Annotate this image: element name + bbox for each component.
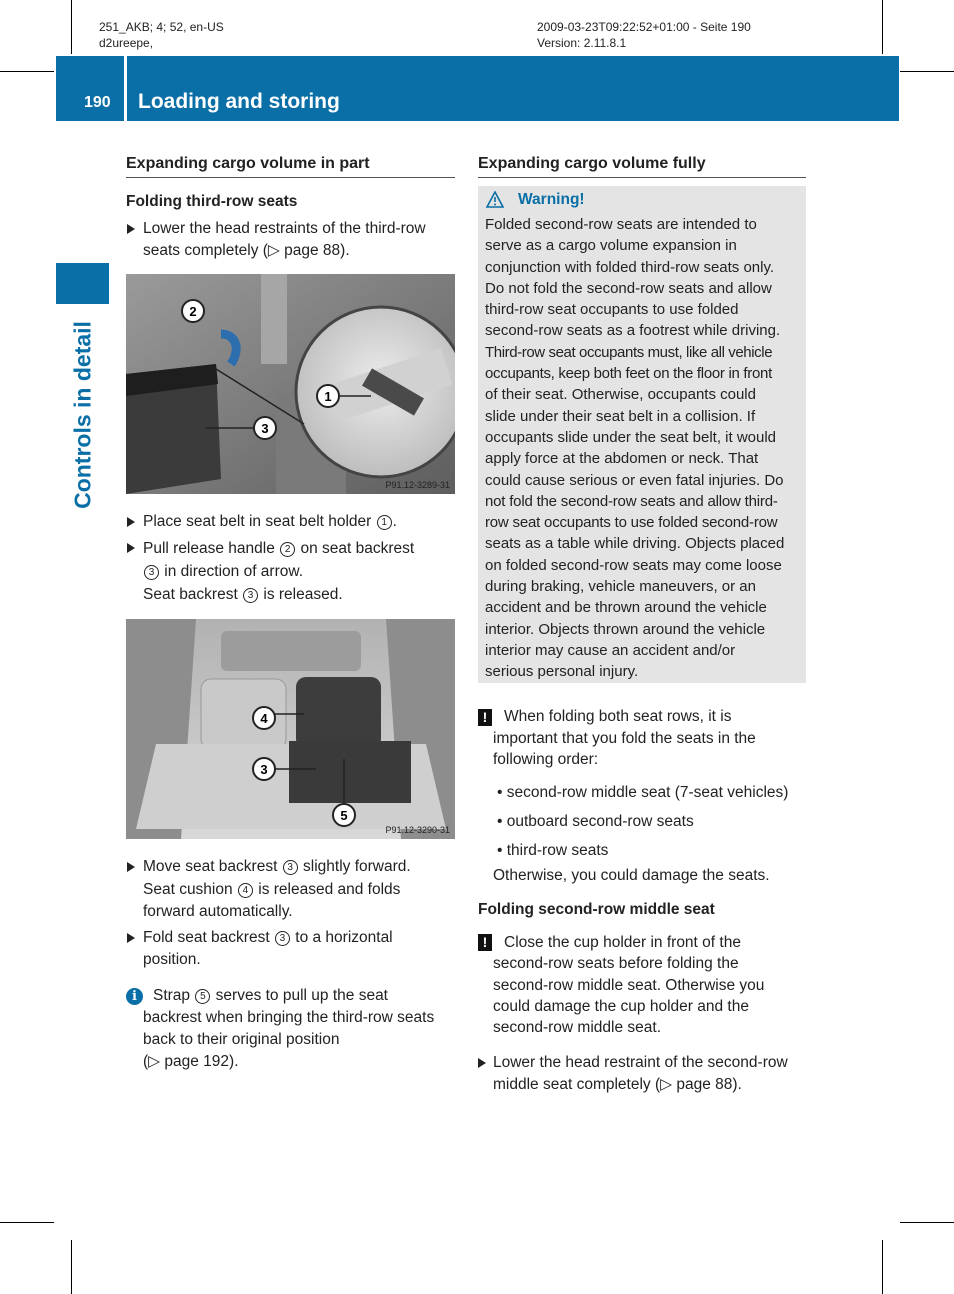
step-place-seat-belt (143, 511, 397, 533)
text-line: could damage the cup holder and the (493, 997, 749, 1015)
photo-seat-belt-holder (126, 274, 455, 494)
left-heading: Expanding cargo volume in part (126, 155, 370, 172)
text-segment: Place seat belt in seat belt holder (143, 513, 376, 530)
crop-mark (882, 0, 883, 54)
text-segment: serves to pull up the seat (211, 987, 388, 1004)
callout-ref: 4 (238, 883, 253, 898)
text-line: second-row seats as a footrest while driving. (485, 322, 781, 340)
text-segment: Fold seat backrest (143, 929, 274, 946)
text-segment: on seat backrest (296, 540, 415, 557)
step-fold-seat-backrest (143, 927, 393, 971)
text-line: serious personal injury. (485, 663, 639, 681)
header-separator (124, 56, 127, 121)
folding-order-list (497, 778, 788, 865)
caution-folding-order (493, 706, 756, 771)
text-line (143, 856, 411, 879)
text-line: second-row seats before folding the (493, 955, 739, 973)
photo-code: P91.12-3289-31 (385, 480, 450, 490)
info-note-strap (143, 985, 434, 1073)
text-segment: to a horizontal (290, 929, 393, 946)
side-tab-marker (56, 263, 109, 304)
crop-mark (900, 1222, 954, 1223)
text-line: on folded second-row seats may come loose (485, 556, 782, 574)
text-line: position. (143, 951, 201, 968)
text-line: (▷ page 192). (143, 1053, 239, 1070)
callout-ref: 1 (377, 515, 392, 530)
step-lower-middle-head-restraint (493, 1052, 788, 1095)
callout-ref: 2 (280, 542, 295, 557)
text-line: row seat occupants to use folded second-row (485, 514, 778, 532)
caution-consequence: Otherwise, you could damage the seats. (493, 867, 770, 884)
text-line: Third-row seat occupants must, like all vehicle (485, 343, 773, 361)
print-meta-left (99, 19, 224, 51)
left-subheading: Folding third-row seats (126, 193, 298, 210)
meta-line: 2009-03-23T09:22:52+01:00 - Seite 190 (537, 20, 751, 34)
callout-number: 3 (260, 762, 268, 777)
step-arrow-icon (127, 517, 135, 527)
step-pull-release-handle (143, 537, 414, 606)
section-title: Loading and storing (138, 90, 340, 113)
callout-ref: 3 (144, 565, 159, 580)
text-segment: Strap (153, 987, 195, 1004)
text-line: Lower the head restraints of the third-row (143, 220, 426, 237)
text-line: slide under their seat belt in a collision. If (485, 407, 756, 425)
crop-mark (71, 1240, 72, 1294)
right-subheading: Folding second-row middle seat (478, 901, 715, 918)
callout-number: 1 (324, 389, 332, 404)
step-arrow-icon (478, 1058, 486, 1068)
step-arrow-icon (127, 933, 135, 943)
caution-cup-holder (493, 932, 764, 1038)
left-heading-rule (126, 177, 455, 178)
text-line: during braking, vehicle maneuvers, or an (485, 578, 756, 596)
text-line: of their seat. Otherwise, occupants could (485, 386, 756, 404)
text-line: serve as a cargo volume expansion in (485, 237, 737, 255)
text-line: Folded second-row seats are intended to (485, 216, 757, 233)
text-line: important that you fold the seats in the (493, 729, 756, 747)
callout-ref: 5 (195, 989, 210, 1004)
step-lower-head-restraints (143, 218, 426, 262)
warning-triangle-icon (486, 191, 504, 208)
crop-mark (0, 71, 54, 72)
meta-line: Version: 2.11.8.1 (537, 36, 627, 50)
text-line: back to their original position (143, 1031, 340, 1048)
text-line: occupants slide under the seat belt, it would (485, 428, 777, 446)
text-segment: Move seat backrest (143, 858, 282, 875)
photo-code: P91.12-3290-31 (385, 825, 450, 835)
text-line (143, 583, 414, 606)
text-line: second-row middle seat. Otherwise you (493, 976, 765, 994)
text-line (143, 537, 414, 560)
text-line: occupants, keep both feet on the floor in front (485, 365, 772, 383)
text-line: Do not fold the second-row seats and allow (485, 279, 772, 297)
list-item: • third-row seats (497, 842, 609, 859)
list-item: • outboard second-row seats (497, 813, 694, 830)
text-line (143, 879, 411, 902)
page-number: 190 (84, 94, 111, 111)
text-segment: Seat backrest (143, 586, 243, 603)
text-line: conjunction with folded third-row seats only. (485, 258, 775, 276)
text-line: third-row seat occupants to use folded (485, 301, 739, 319)
text-line: could cause serious or even fatal injuries. Do (485, 471, 784, 489)
callout-ref: 3 (283, 860, 298, 875)
right-heading-rule (478, 177, 806, 178)
callout-ref: 3 (275, 931, 290, 946)
text-line: following order: (493, 751, 599, 768)
crop-mark (0, 1222, 54, 1223)
text-line: forward automatically. (143, 903, 293, 920)
text-segment: is released. (259, 586, 343, 603)
warning-text (485, 214, 784, 683)
right-heading: Expanding cargo volume fully (478, 155, 706, 172)
text-line: middle seat completely (▷ page 88). (493, 1075, 742, 1093)
text-line: not fold the second-row seats and allow third- (485, 492, 778, 510)
callout-ref: 3 (243, 588, 258, 603)
text-line: apply force at the abdomen or neck. That (485, 450, 759, 468)
caution-icon: ! (478, 709, 492, 726)
callout-number: 4 (260, 711, 268, 726)
photo-seat-belt-holder-graphic (126, 274, 455, 494)
side-tab-label: Controls in detail (69, 321, 96, 509)
step-arrow-icon (127, 224, 135, 234)
caution-icon: ! (478, 934, 492, 951)
text-line: seats as a table while driving. Objects placed (485, 535, 785, 553)
crop-mark (882, 1240, 883, 1294)
text-line: second-row middle seat. (493, 1019, 661, 1037)
text-segment: Pull release handle (143, 540, 280, 557)
meta-line: 251_AKB; 4; 52, en-US (99, 20, 224, 34)
text-line (153, 985, 434, 1007)
text-segment: slightly forward. (298, 858, 411, 875)
crop-mark (71, 0, 72, 54)
crop-mark (900, 71, 954, 72)
callout-number: 3 (261, 421, 269, 436)
text-segment: is released and folds (253, 880, 401, 898)
print-meta-right (537, 19, 751, 51)
text-line: seats completely (▷ page 88). (143, 242, 350, 259)
callout-number: 5 (340, 808, 348, 823)
text-line: Lower the head restraint of the second-row (493, 1054, 788, 1071)
meta-line: d2ureepe, (99, 36, 154, 50)
text-line: accident and be thrown around the vehicle (485, 599, 767, 617)
text-segment: . (392, 513, 397, 530)
text-line: backrest when bringing the third-row seats (143, 1009, 435, 1026)
info-icon: i (126, 988, 143, 1005)
text-line (143, 511, 397, 533)
text-line: When folding both seat rows, it is (504, 708, 732, 725)
text-segment: in direction of arrow. (160, 563, 304, 580)
text-line: interior. Objects thrown around the vehicle (485, 620, 766, 638)
text-line (143, 927, 393, 949)
list-item: • second-row middle seat (7-seat vehicles) (497, 784, 789, 801)
text-line: Close the cup holder in front of the (504, 934, 741, 951)
warning-title: Warning! (518, 191, 585, 208)
photo-folded-seat-backrest-graphic (126, 619, 455, 839)
photo-folded-seat-backrest (126, 619, 455, 839)
step-move-seat-backrest (143, 856, 411, 924)
text-line: interior may cause an accident and/or (485, 641, 736, 659)
step-arrow-icon (127, 862, 135, 872)
step-arrow-icon (127, 543, 135, 553)
text-line (143, 560, 414, 583)
callout-number: 2 (189, 304, 197, 319)
text-segment: Seat cushion (143, 880, 237, 898)
